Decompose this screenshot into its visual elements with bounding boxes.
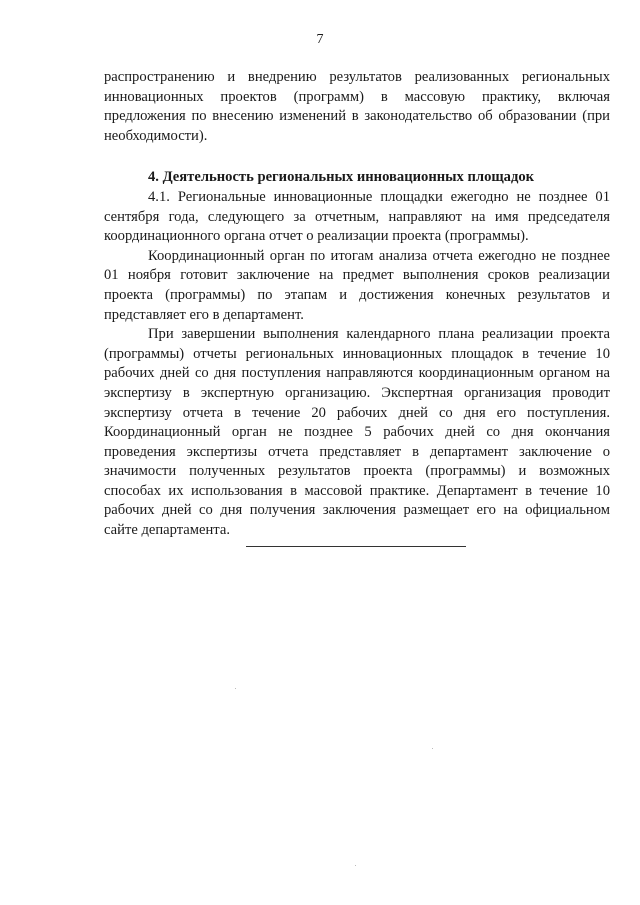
paragraph-4-1: 4.1. Региональные инновационные площадки ежегодно не позднее 01 сентября года, следующего за отчетным, направляют на имя председателя координационного органа отчет о реализации проекта (программы). [104, 188, 610, 245]
page-number: 7 [316, 32, 324, 47]
scan-speck [432, 748, 433, 749]
paragraph-completion: При завершении выполнения календарного плана реализации проекта (программы) отчеты региональных инновационных площадок в течение 10 рабочих дней со дня поступления направляются координационным органом на экспертизу в экспертную организацию. Экспертная организация проводит экспертизу отчета в течение 20 рабочих дней со дня его поступления. Координационный орган не позднее 5 рабочих дней со дня окончания проведения экспертизы отчета представляет в департамент заключение о значимости полученных результатов проекта (программы) и возможных способах их использования в массовой практике. Департамент в течение 10 рабочих дней со дня получения заключения размещает его на официальном сайте департамента. [104, 326, 610, 539]
document-body [104, 68, 610, 541]
section-heading: 4. Деятельность региональных инновационных площадок [148, 169, 535, 186]
scan-speck [235, 688, 236, 689]
paragraph-continuation: распространению и внедрению результатов реализованных региональных инновационных проектов (программ) в массовую практику, включая предложения по внесению изменений в законодательство об образовании (при необходимости). [104, 69, 610, 144]
scan-speck [355, 865, 356, 866]
end-of-text-rule [246, 546, 466, 547]
paragraph-coordination: Координационный орган по итогам анализа отчета ежегодно не позднее 01 ноября готовит заключение на предмет выполнения сроков реализации проекта (программы) по этапам и достижения конечных результатов и представляет его в департамент. [104, 247, 610, 323]
